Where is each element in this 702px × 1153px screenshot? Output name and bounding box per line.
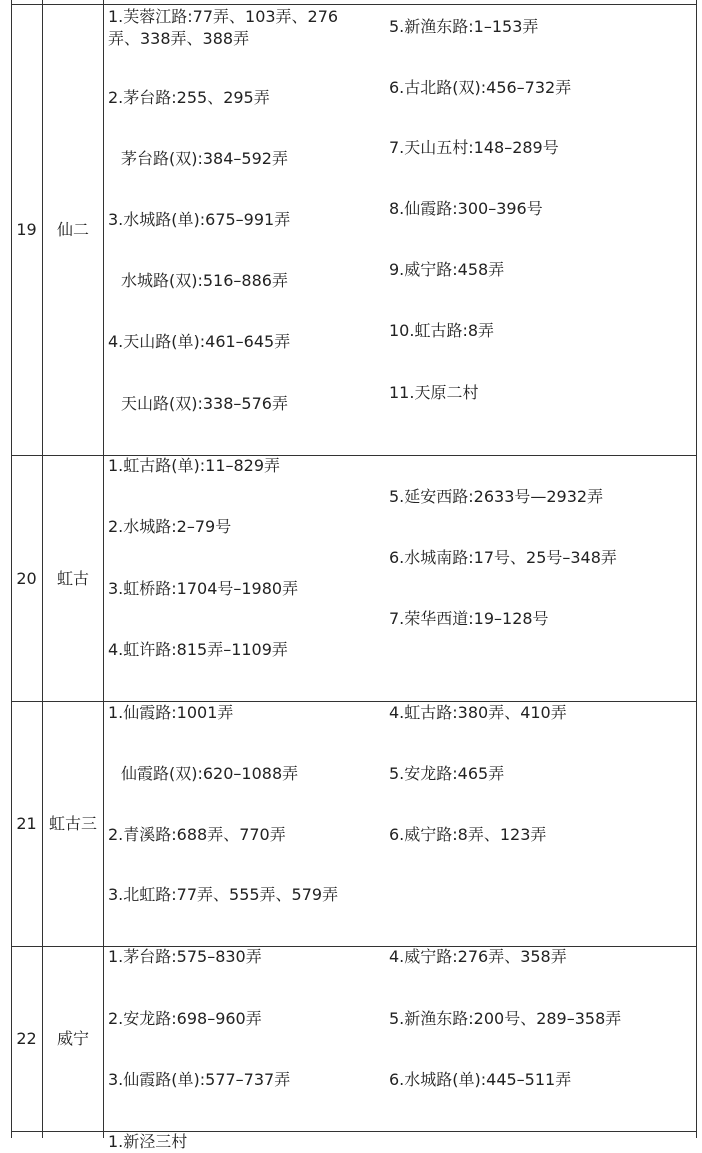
address-item: 6.古北路(双):456–732弄 <box>389 78 572 97</box>
address-item: 1.仙霞路:1001弄 <box>108 703 234 722</box>
address-item: 1.芙蓉江路:77弄、103弄、276弄、338弄、388弄 <box>108 7 339 48</box>
row-number: 22 <box>16 1029 37 1048</box>
address-item: 5.新渔东路:200号、289–358弄 <box>389 1009 622 1028</box>
address-item: 7.荣华西道:19–128号 <box>389 609 549 628</box>
address-item: 7.天山五村:148–289号 <box>389 138 559 157</box>
address-item: 3.仙霞路(单):577–737弄 <box>108 1070 291 1089</box>
address-item: 11.天原二村 <box>389 383 479 402</box>
address-item: 2.茅台路:255、295弄 <box>108 88 270 107</box>
table-border-right <box>696 0 697 1138</box>
row-number: 20 <box>16 568 37 588</box>
address-item: 水城路(双):516–886弄 <box>121 271 288 290</box>
address-item: 3.水城路(单):675–991弄 <box>108 210 291 229</box>
address-item: 6.水城南路:17号、25号–348弄 <box>389 548 617 567</box>
address-item: 2.水城路:2–79号 <box>108 517 232 536</box>
address-item: 3.北虹路:77弄、555弄、579弄 <box>108 885 339 904</box>
address-item: 3.虹桥路:1704号–1980弄 <box>108 579 299 598</box>
row-number: 19 <box>16 220 37 239</box>
address-item: 2.安龙路:698–960弄 <box>108 1009 262 1028</box>
address-item: 4.虹许路:815弄–1109弄 <box>108 640 288 659</box>
address-item: 2.青溪路:688弄、770弄 <box>108 825 286 844</box>
address-item: 5.安龙路:465弄 <box>389 764 505 783</box>
address-item: 4.威宁路:276弄、358弄 <box>389 947 567 966</box>
address-item: 8.仙霞路:300–396号 <box>389 199 543 218</box>
address-item: 6.威宁路:8弄、123弄 <box>389 825 547 844</box>
row-divider <box>11 4 697 5</box>
row-number: 21 <box>16 814 37 833</box>
address-item: 6.水城路(单):445–511弄 <box>389 1070 572 1089</box>
address-item: 茅台路(双):384–592弄 <box>121 149 288 168</box>
address-item: 4.天山路(单):461–645弄 <box>108 332 291 351</box>
district-name: 威宁 <box>56 1029 89 1048</box>
address-item: 5.延安西路:2633号—2932弄 <box>389 487 604 506</box>
address-item: 1.茅台路:575–830弄 <box>108 947 262 966</box>
district-name: 虹古 <box>56 568 89 588</box>
district-name: 虹古三 <box>49 814 98 833</box>
address-item-partial: 1.新泾三村 <box>108 1132 188 1151</box>
address-item: 天山路(双):338–576弄 <box>121 394 288 413</box>
address-item: 仙霞路(双):620–1088弄 <box>121 764 299 783</box>
address-item: 5.新渔东路:1–153弄 <box>389 17 539 36</box>
address-item: 4.虹古路:380弄、410弄 <box>389 703 567 722</box>
address-item: 10.虹古路:8弄 <box>389 321 495 340</box>
address-item: 1.虹古路(单):11–829弄 <box>108 456 281 475</box>
column-divider-2 <box>103 0 104 1138</box>
address-item: 9.威宁路:458弄 <box>389 260 505 279</box>
district-name: 仙二 <box>56 220 89 239</box>
